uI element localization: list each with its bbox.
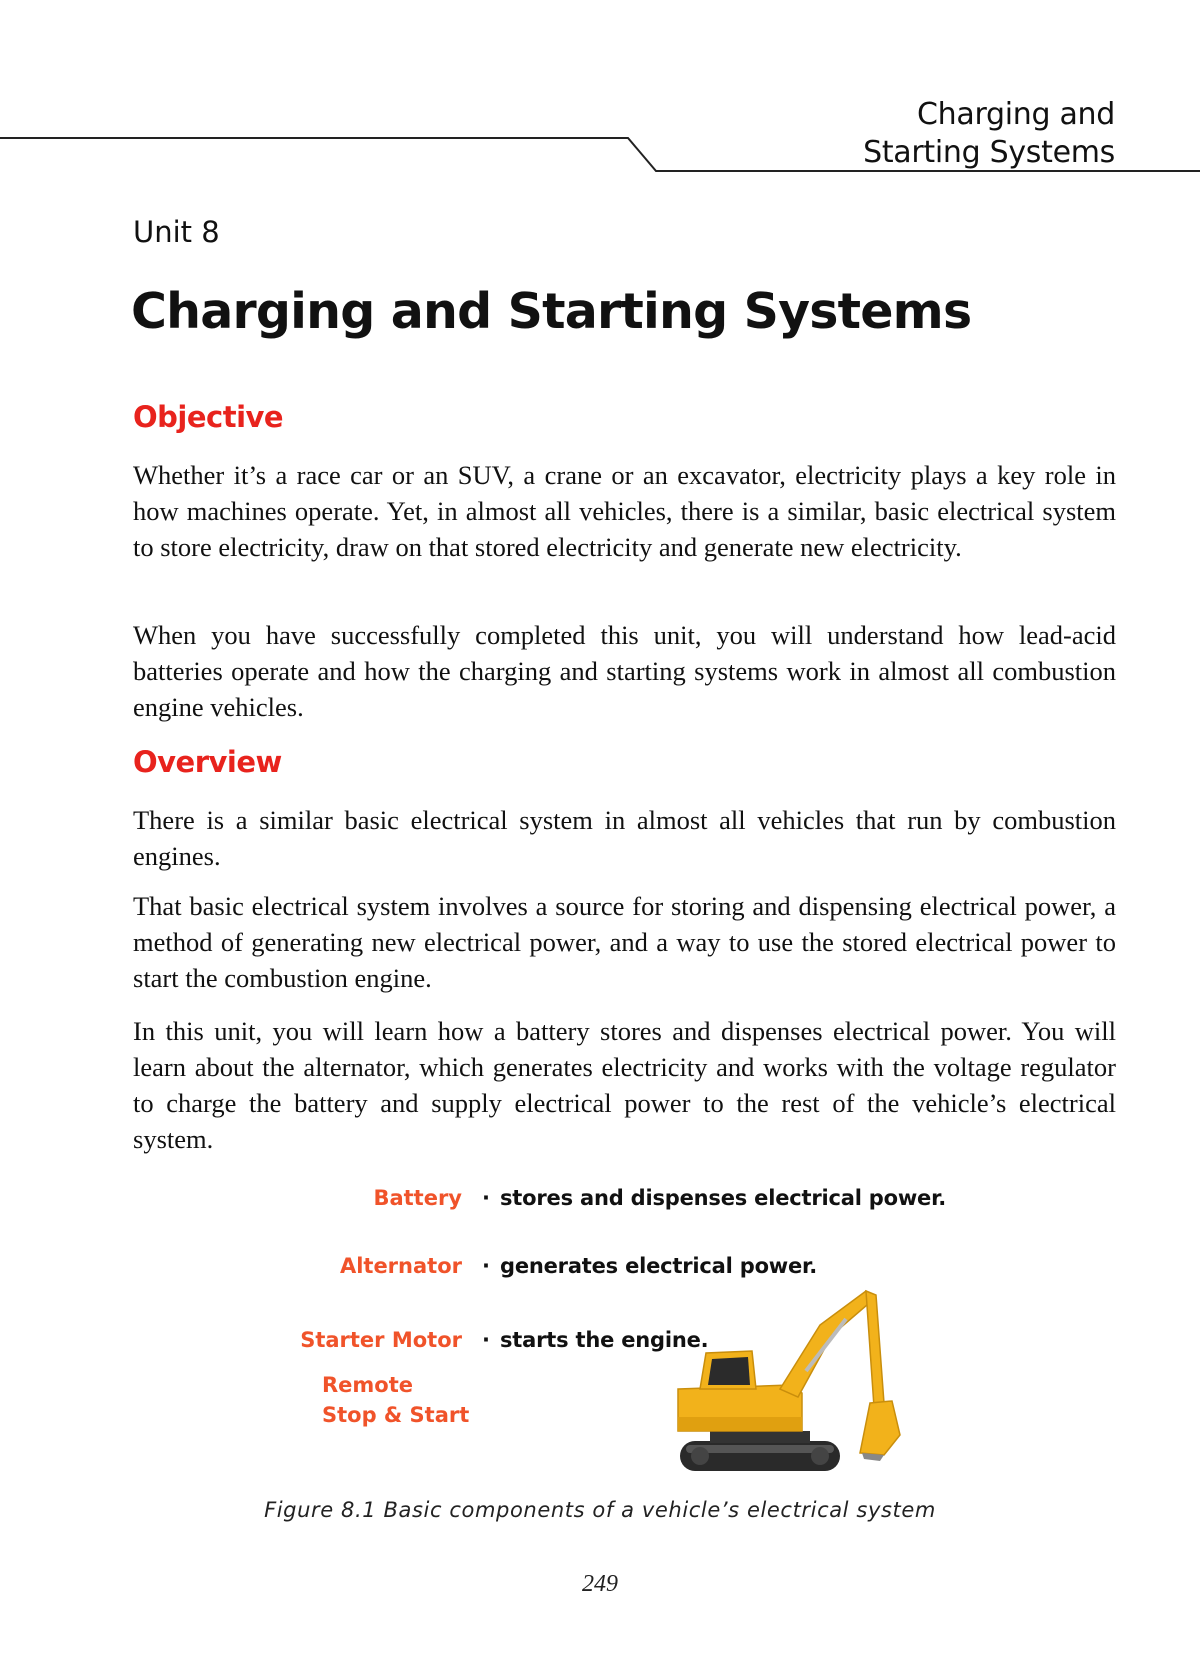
running-head-line-2: Starting Systems: [863, 135, 1115, 170]
page-title: Charging and Starting Systems: [131, 283, 972, 340]
overview-paragraph-3: In this unit, you will learn how a battery stores and dispenses electrical power. You will learn about the alternator, which generates electricity and works with the voltage regulator to charge the battery and supply electrical power to the rest of the vehicle’s electrical system.: [133, 1016, 1116, 1154]
objective-heading: Objective: [133, 400, 284, 434]
figure-label-starter-motor: Starter Motor: [300, 1328, 462, 1352]
figure-bullet: ·: [482, 1254, 490, 1278]
objective-paragraph-1: Whether it’s a race car or an SUV, a crane or an excavator, electricity plays a key role in how machines operate. Yet, in almost all vehicles, there is a similar, basic electrical system to store electricity, draw on that stored electricity and generate new electricity.: [133, 460, 1116, 562]
figure-remote-line-2: Stop & Start: [322, 1403, 470, 1427]
figure-caption: Figure 8.1 Basic components of a vehicle’s electrical system: [264, 1498, 936, 1522]
figure-label-remote-stop-start: [322, 1370, 469, 1430]
figure-label-alternator: Alternator: [339, 1254, 462, 1278]
page-number: 249: [582, 1571, 618, 1597]
figure-label-battery: Battery: [373, 1186, 462, 1210]
overview-paragraph-1: There is a similar basic electrical system in almost all vehicles that run by combustion engines.: [133, 805, 1116, 871]
unit-label: Unit 8: [133, 215, 220, 249]
figure-bullet: ·: [482, 1328, 490, 1352]
running-head: [695, 96, 1115, 172]
overview-heading: Overview: [133, 745, 282, 779]
excavator-illustration: [670, 1285, 930, 1485]
running-head-line-1: Charging and: [917, 97, 1115, 132]
figure-desc-starter-motor: starts the engine.: [500, 1328, 709, 1352]
figure-desc-battery: stores and dispenses electrical power.: [500, 1186, 947, 1210]
figure-remote-line-1: Remote: [322, 1373, 414, 1397]
overview-paragraph-2: That basic electrical system involves a source for storing and dispensing electrical power, a method of generating new electrical power, and a way to use the stored electrical power to start the combustion engine.: [133, 891, 1116, 993]
figure-desc-alternator: generates electrical power.: [500, 1254, 817, 1278]
objective-paragraph-2: When you have successfully completed this unit, you will understand how lead-acid batteries operate and how the charging and starting systems work in almost all combustion engine vehicles.: [133, 620, 1116, 722]
figure-bullet: ·: [482, 1186, 490, 1210]
